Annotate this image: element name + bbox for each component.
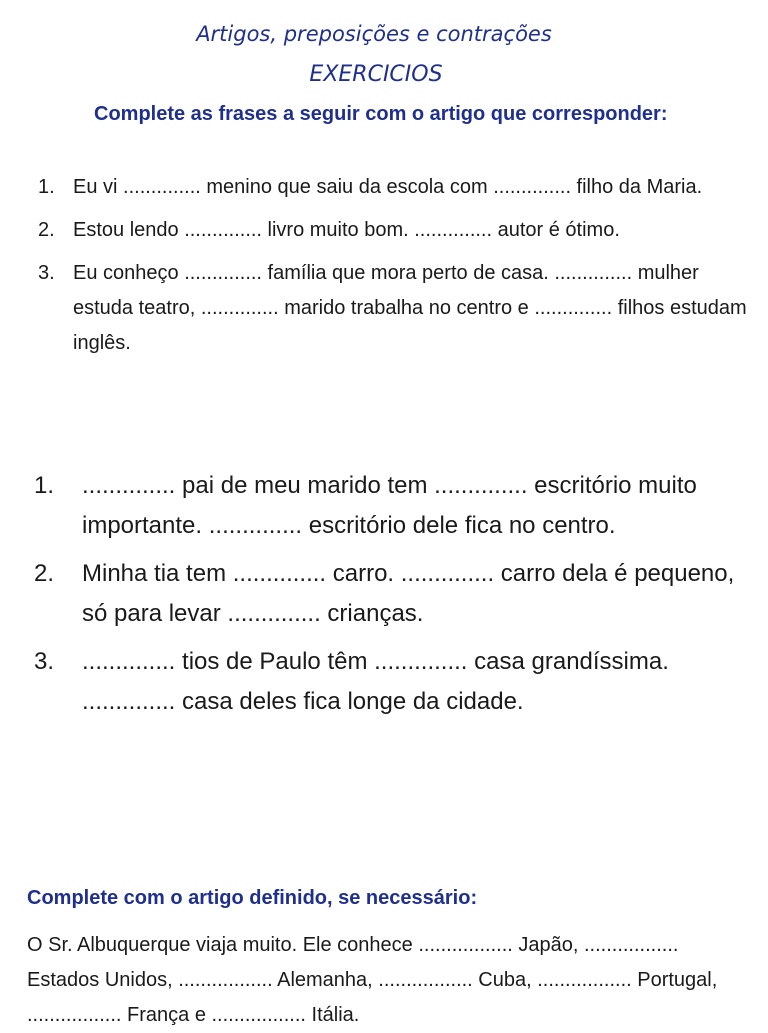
list-item — [38, 170, 750, 205]
item-text: Minha tia tem .............. carro. .............. carro dela é pequeno, só para levar .............. crianças. — [82, 560, 735, 627]
section1-instruction: Complete as frases a seguir com o artigo que corresponder: — [94, 103, 668, 125]
item-text: Eu vi .............. menino que saiu da escola com .............. filho da Maria. — [73, 176, 703, 198]
section2-heading: Complete com o artigo definido, se necessário: — [27, 887, 478, 909]
item-text: .............. tios de Paulo têm .............. casa grandíssima. .............. casa deles fica longe da cidade. — [82, 648, 669, 715]
item-text: .............. pai de meu marido tem .............. escritório muito importante. .............. escritório dele fica no centro. — [82, 472, 697, 539]
section2-paragraph: O Sr. Albuquerque viaja muito. Ele conhece ................. Japão, ................. Estados Unidos, ................. Alemanha, ................. Cuba, ................. Portugal, ................. França e ................. Itália. — [27, 934, 718, 1026]
list-item — [38, 256, 750, 361]
list-item — [34, 466, 746, 546]
item-number: 3. — [34, 648, 55, 675]
item-text: Eu conheço .............. família que mora perto de casa. .............. mulher estuda teatro, .............. marido trabalha no centro e .............. filhos estudam inglês. — [73, 262, 747, 354]
page-title: Artigos, preposições e contrações — [196, 22, 552, 46]
list-item — [34, 642, 746, 722]
item-number: 2. — [34, 560, 55, 587]
item-text: Estou lendo .............. livro muito bom. .............. autor é ótimo. — [73, 219, 620, 241]
list-item — [34, 554, 746, 634]
item-number: 2. — [38, 219, 55, 241]
item-number: 1. — [38, 176, 55, 198]
item-number: 1. — [34, 472, 55, 499]
list-item — [38, 213, 750, 248]
item-number: 3. — [38, 262, 55, 284]
exercise-list-large — [34, 466, 746, 730]
exercise-list-small — [38, 170, 750, 369]
page-subtitle: EXERCICIOS — [309, 62, 443, 87]
